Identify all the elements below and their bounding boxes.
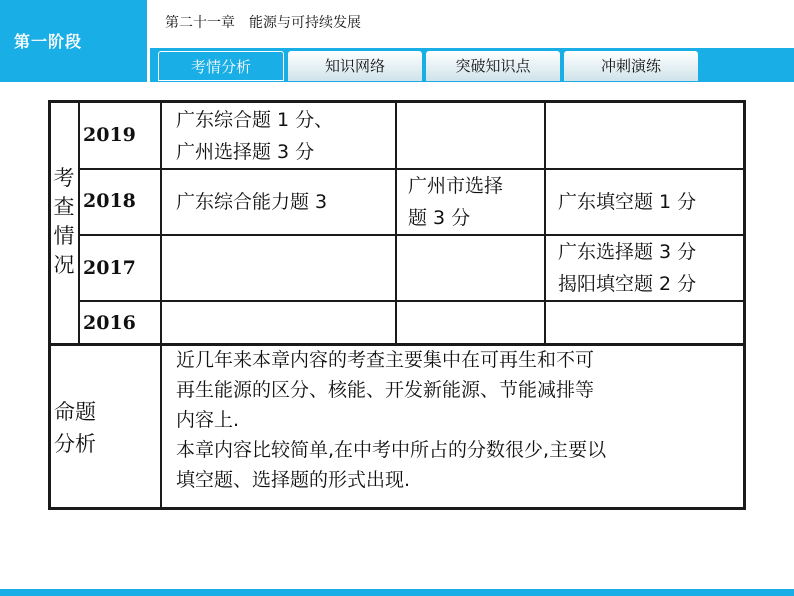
- tab-exam-analysis[interactable]: 考情分析: [158, 51, 284, 81]
- year-cell: 2018: [83, 190, 136, 212]
- analysis-line: 本章内容比较简单,在中考中所占的分数很少,主要以: [176, 439, 607, 461]
- year-cell: 2017: [83, 257, 136, 279]
- section-label-char: 情: [53, 224, 75, 248]
- section-label-char: 况: [53, 253, 75, 277]
- page-number: -3-: [745, 102, 766, 120]
- stage-badge: [0, 0, 147, 82]
- grid-line: [160, 100, 162, 510]
- section-label-char: 考: [53, 166, 75, 190]
- year-cell: 2019: [83, 124, 136, 146]
- grid-line: [395, 100, 397, 344]
- table-cell: 广东选择题 3 分 揭阳填空题 2 分: [558, 241, 697, 295]
- tab-bar: [150, 48, 794, 120]
- analysis-line: 内容上.: [176, 409, 240, 431]
- section-label-char: 查: [53, 195, 75, 219]
- grid-line: [78, 300, 746, 302]
- table-cell: 广东综合题 1 分、 广州选择题 3 分: [176, 109, 334, 163]
- analysis-text: [176, 345, 736, 495]
- analysis-line: 再生能源的区分、核能、开发新能源、节能减排等: [176, 379, 595, 401]
- analysis-line: 近几年来本章内容的考查主要集中在可再生和不可: [176, 349, 595, 371]
- table-cell: 广东综合能力题 3: [176, 191, 328, 213]
- chapter-title: 第二十一章 能源与可持续发展: [165, 15, 361, 31]
- tab-knowledge-network[interactable]: 知识网络: [288, 51, 422, 81]
- stage-label: 第一阶段: [14, 32, 83, 51]
- tab-key-points[interactable]: 突破知识点: [426, 51, 560, 81]
- table-cell: 广东填空题 1 分: [558, 191, 697, 213]
- bottom-bar: [0, 589, 794, 596]
- grid-line: [544, 100, 546, 344]
- analysis-label: 命题 分析: [54, 400, 96, 456]
- grid-line: [78, 100, 80, 344]
- section-label: [52, 164, 76, 280]
- table-cell: 广州市选择 题 3 分: [408, 175, 504, 229]
- tab-final-practice[interactable]: 冲刺演练: [564, 51, 698, 81]
- year-cell: 2016: [83, 312, 136, 334]
- analysis-line: 填空题、选择题的形式出现.: [176, 469, 411, 491]
